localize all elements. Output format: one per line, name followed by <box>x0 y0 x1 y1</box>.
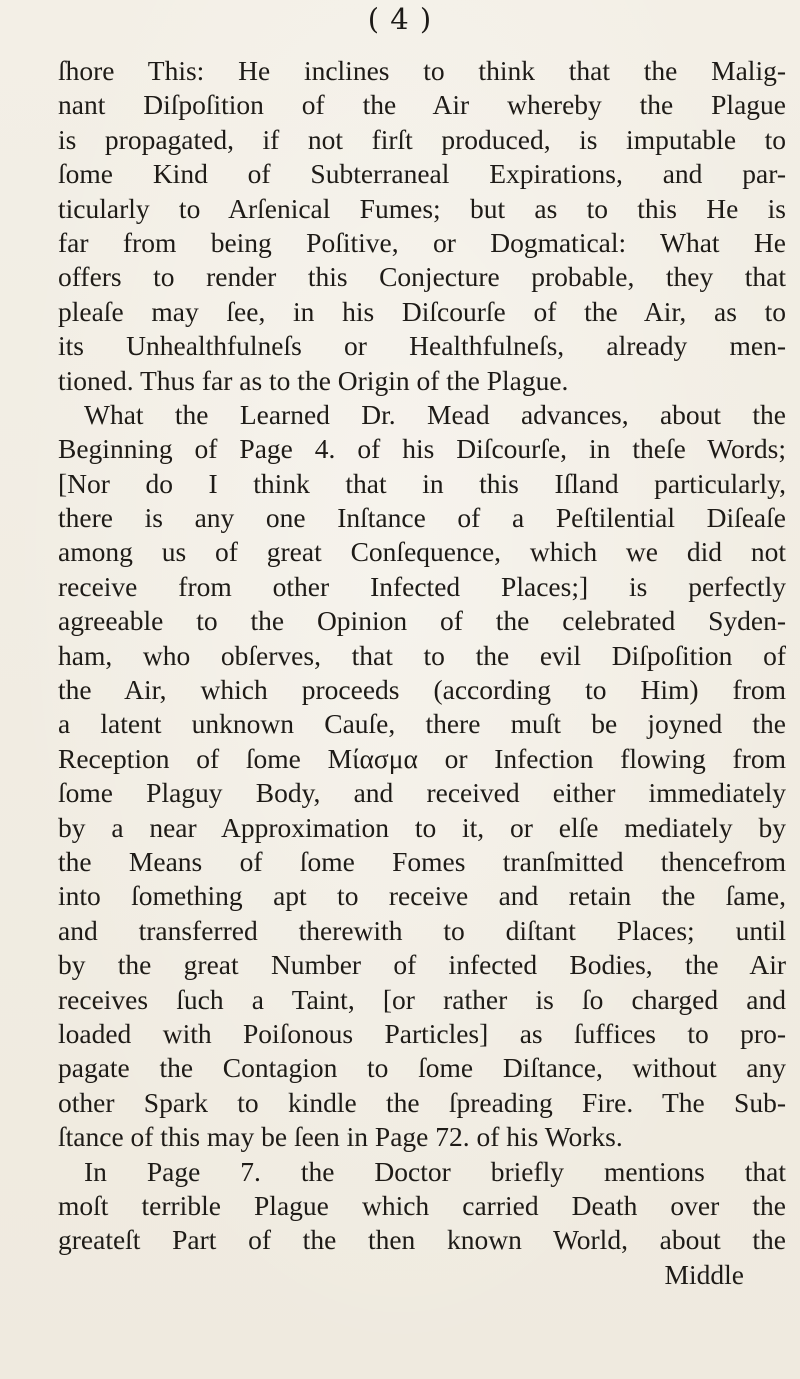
text-line: its Unhealthfulneſs or Healthfulneſs, already men- <box>58 330 786 362</box>
text-line: the Means of ſome Fomes tranſmitted thencefrom <box>58 845 786 877</box>
text-line: greateſt Part of the then known World, about the <box>58 1224 786 1256</box>
text-line: tioned. Thus far as to the Origin of the Plague. <box>58 364 569 396</box>
text-line: receive from other Infected Places;] is perfectly <box>58 570 786 602</box>
text-line: by the great Number of infected Bodies, the Air <box>58 949 786 981</box>
text-line: ticularly to Arſenical Fumes; but as to this He is <box>58 192 786 224</box>
text-line: In Page 7. the Doctor briefly mentions that <box>84 1155 786 1187</box>
text-line: other Spark to kindle the ſpreading Fire. The Sub- <box>58 1086 786 1118</box>
text-line: moſt terrible Plague which carried Death over the <box>58 1189 786 1221</box>
text-line: Beginning of Page 4. of his Diſcourſe, in theſe Words; <box>58 433 786 465</box>
text-line: is propagated, if not firſt produced, is imputable to <box>58 123 786 155</box>
body-text <box>58 54 786 1292</box>
text-line: ſome Plaguy Body, and received either immediately <box>58 777 786 809</box>
text-line: receives ſuch a Taint, [or rather is ſo charged and <box>58 983 786 1015</box>
text-line: there is any one Inſtance of a Peſtilential Diſeaſe <box>58 502 786 534</box>
text-line: by a near Approximation to it, or elſe mediately by <box>58 811 786 843</box>
text-line: pleaſe may ſee, in his Diſcourſe of the Air, as to <box>58 295 786 327</box>
text-line: pagate the Contagion to ſome Diſtance, without any <box>58 1052 786 1084</box>
text-line: agreeable to the Opinion of the celebrated Syden- <box>58 605 786 637</box>
text-line: offers to render this Conjecture probable, they that <box>58 261 786 293</box>
text-line: and transferred therewith to diſtant Places; until <box>58 914 786 946</box>
text-line: among us of great Conſequence, which we did not <box>58 536 786 568</box>
catchword: Middle <box>664 1258 744 1290</box>
text-line: into ſomething apt to receive and retain the ſame, <box>58 880 786 912</box>
text-line: ham, who obſerves, that to the evil Diſpoſition of <box>58 639 786 671</box>
text-line: ſome Kind of Subterraneal Expirations, and par- <box>58 158 786 190</box>
text-line: ſtance of this may be ſeen in Page 72. of his Works. <box>58 1121 623 1153</box>
text-line: the Air, which proceeds (according to Him) from <box>58 674 786 706</box>
text-line: [Nor do I think that in this Iſland particularly, <box>58 467 786 499</box>
text-line: What the Learned Dr. Mead advances, about the <box>84 398 786 430</box>
page-number: ( 4 ) <box>367 2 433 36</box>
text-line: nant Diſpoſition of the Air whereby the Plague <box>58 89 786 121</box>
text-line: loaded with Poiſonous Particles] as ſuffices to pro- <box>58 1017 786 1049</box>
text-line: far from being Poſitive, or Dogmatical: What He <box>58 226 786 258</box>
text-line: a latent unknown Cauſe, there muſt be joyned the <box>58 708 786 740</box>
text-line: ſhore This: He inclines to think that the Malig- <box>58 55 786 86</box>
text-line: Reception of ſome Μίασμα or Infection flowing from <box>58 742 786 774</box>
